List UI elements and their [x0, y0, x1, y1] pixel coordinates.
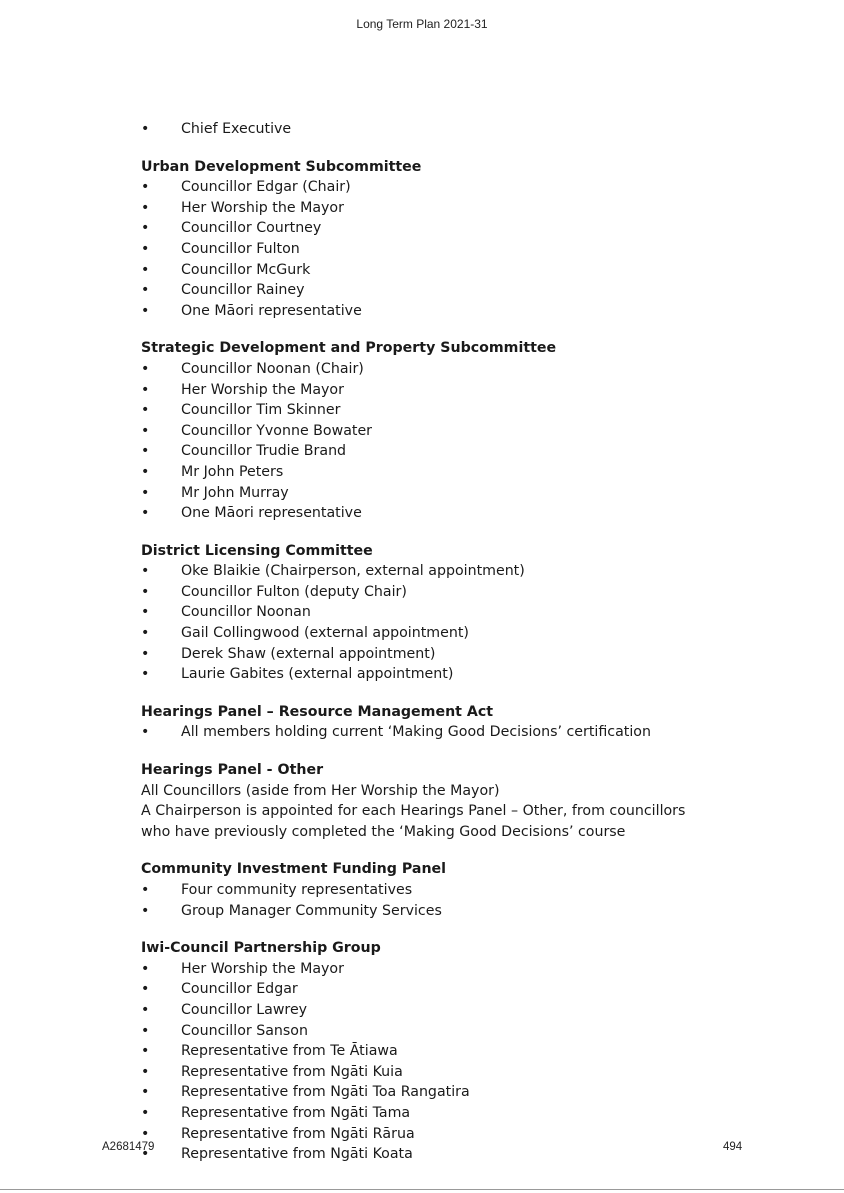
- list-item: • Councillor Fulton: [141, 239, 761, 260]
- list-item: • Laurie Gabites (external appointment): [141, 664, 761, 685]
- list-item: • Chief Executive: [141, 119, 761, 140]
- committee-section: [141, 157, 761, 322]
- list-item: • Representative from Ngāti Rārua: [141, 1124, 761, 1145]
- list-item: • All members holding current ‘Making Good Decisions’ certification: [141, 722, 761, 743]
- intro-list-section: [141, 119, 761, 140]
- committee-section: [141, 338, 761, 523]
- list-item: • Her Worship the Mayor: [141, 959, 761, 980]
- committee-section: [141, 760, 761, 842]
- list-item: • Councillor Tim Skinner: [141, 400, 761, 421]
- section-title: Hearings Panel – Resource Management Act: [141, 703, 494, 720]
- list-item: • Councillor Fulton (deputy Chair): [141, 582, 761, 603]
- list-item: • Derek Shaw (external appointment): [141, 644, 761, 665]
- page-number: 494: [723, 1141, 743, 1153]
- committee-section: [141, 859, 761, 921]
- member-list: [141, 359, 761, 524]
- committee-section: [141, 541, 761, 685]
- page-bottom-divider: [0, 1189, 844, 1190]
- list-item: • Councillor McGurk: [141, 260, 761, 281]
- member-list: [141, 561, 761, 685]
- list-item: • Councillor Lawrey: [141, 1000, 761, 1021]
- section-title: Strategic Development and Property Subcommittee: [141, 340, 557, 357]
- list-item: • Councillor Sanson: [141, 1021, 761, 1042]
- section-title: District Licensing Committee: [141, 542, 373, 559]
- member-list: [141, 177, 761, 321]
- list-item: • Her Worship the Mayor: [141, 198, 761, 219]
- list-item: • Councillor Trudie Brand: [141, 441, 761, 462]
- list-item: • Representative from Ngāti Koata: [141, 1144, 761, 1165]
- list-item: • One Māori representative: [141, 301, 761, 322]
- list-item: • Her Worship the Mayor: [141, 380, 761, 401]
- committee-sections: [141, 157, 761, 1165]
- committee-section: [141, 702, 761, 743]
- list-item: • Representative from Ngāti Toa Rangatira: [141, 1082, 761, 1103]
- document-body: [141, 119, 761, 1182]
- list-item: • Councillor Rainey: [141, 280, 761, 301]
- list-item: • Mr John Murray: [141, 483, 761, 504]
- list-item: • Councillor Yvonne Bowater: [141, 421, 761, 442]
- section-title: Hearings Panel - Other: [141, 762, 324, 779]
- list-item: • Group Manager Community Services: [141, 901, 761, 922]
- list-item: • Four community representatives: [141, 880, 761, 901]
- committee-section: [141, 938, 761, 1165]
- list-item: • Representative from Ngāti Kuia: [141, 1062, 761, 1083]
- page-header: Long Term Plan 2021-31: [356, 17, 488, 31]
- list-item: • Councillor Edgar (Chair): [141, 177, 761, 198]
- list-item: • Mr John Peters: [141, 462, 761, 483]
- section-title: Urban Development Subcommittee: [141, 158, 422, 175]
- section-title: Iwi-Council Partnership Group: [141, 940, 381, 957]
- member-list: [141, 959, 761, 1165]
- list-item: • Oke Blaikie (Chairperson, external appointment): [141, 561, 761, 582]
- list-item: • Gail Collingwood (external appointment): [141, 623, 761, 644]
- list-item: • Councillor Courtney: [141, 218, 761, 239]
- list-item: • One Māori representative: [141, 503, 761, 524]
- list-item: • Representative from Te Ātiawa: [141, 1041, 761, 1062]
- list-item: • Representative from Ngāti Tama: [141, 1103, 761, 1124]
- paragraph-line: who have previously completed the ‘Making Good Decisions’ course: [141, 823, 626, 840]
- member-list: [141, 722, 761, 743]
- intro-list: [141, 119, 761, 140]
- list-item: • Councillor Noonan (Chair): [141, 359, 761, 380]
- paragraph-line: A Chairperson is appointed for each Hearings Panel – Other, from councillors: [141, 803, 686, 820]
- list-item: • Councillor Edgar: [141, 979, 761, 1000]
- paragraph-line: All Councillors (aside from Her Worship the Mayor): [141, 782, 500, 799]
- document-id: A2681479: [102, 1141, 155, 1153]
- member-list: [141, 880, 761, 921]
- list-item: • Councillor Noonan: [141, 602, 761, 623]
- section-title: Community Investment Funding Panel: [141, 861, 447, 878]
